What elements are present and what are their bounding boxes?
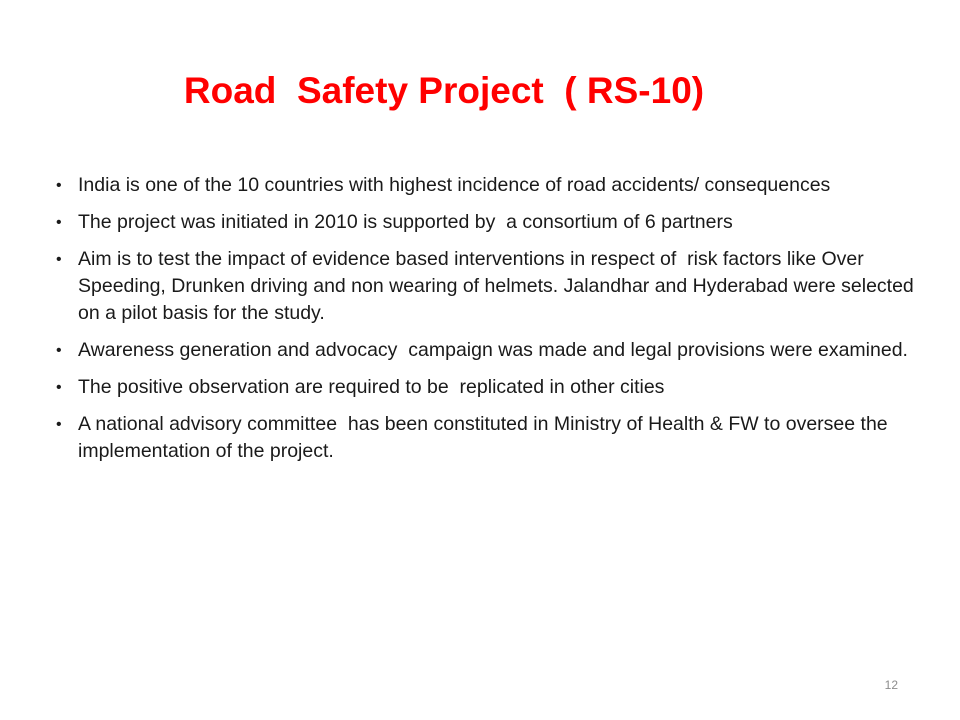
bullet-text: Awareness generation and advocacy campaign was made and legal provisions were examined. (78, 339, 908, 361)
bullet-text: A national advisory committee has been constituted in Ministry of Health & FW to oversee the implementation of the project. (78, 413, 894, 462)
bullet-item-4 (56, 337, 916, 364)
bullet-text: Aim is to test the impact of evidence based interventions in respect of risk factors like Over Speeding, Drunken driving and non wearing of helmets. Jalandhar and Hyderabad were selected on a pilot basis for the study. (78, 248, 920, 324)
bullet-icon: • (56, 416, 62, 433)
bullet-icon: • (56, 379, 62, 396)
bullet-text: The positive observation are required to be replicated in other cities (78, 376, 665, 398)
bullet-item-2 (56, 209, 916, 236)
bullet-item-3 (56, 246, 920, 327)
page-number: 12 (884, 678, 898, 692)
bullet-item-1 (56, 172, 916, 199)
bullet-item-5 (56, 374, 916, 401)
slide-title: Road Safety Project ( RS-10) (183, 70, 705, 111)
bullet-item-6 (56, 411, 916, 465)
bullet-icon: • (56, 342, 62, 359)
bullet-text: The project was initiated in 2010 is supported by a consortium of 6 partners (78, 211, 733, 233)
bullet-list (56, 172, 920, 475)
bullet-icon: • (56, 214, 62, 231)
bullet-icon: • (56, 177, 62, 194)
bullet-text: India is one of the 10 countries with highest incidence of road accidents/ consequences (78, 174, 831, 196)
bullet-icon: • (56, 251, 62, 268)
